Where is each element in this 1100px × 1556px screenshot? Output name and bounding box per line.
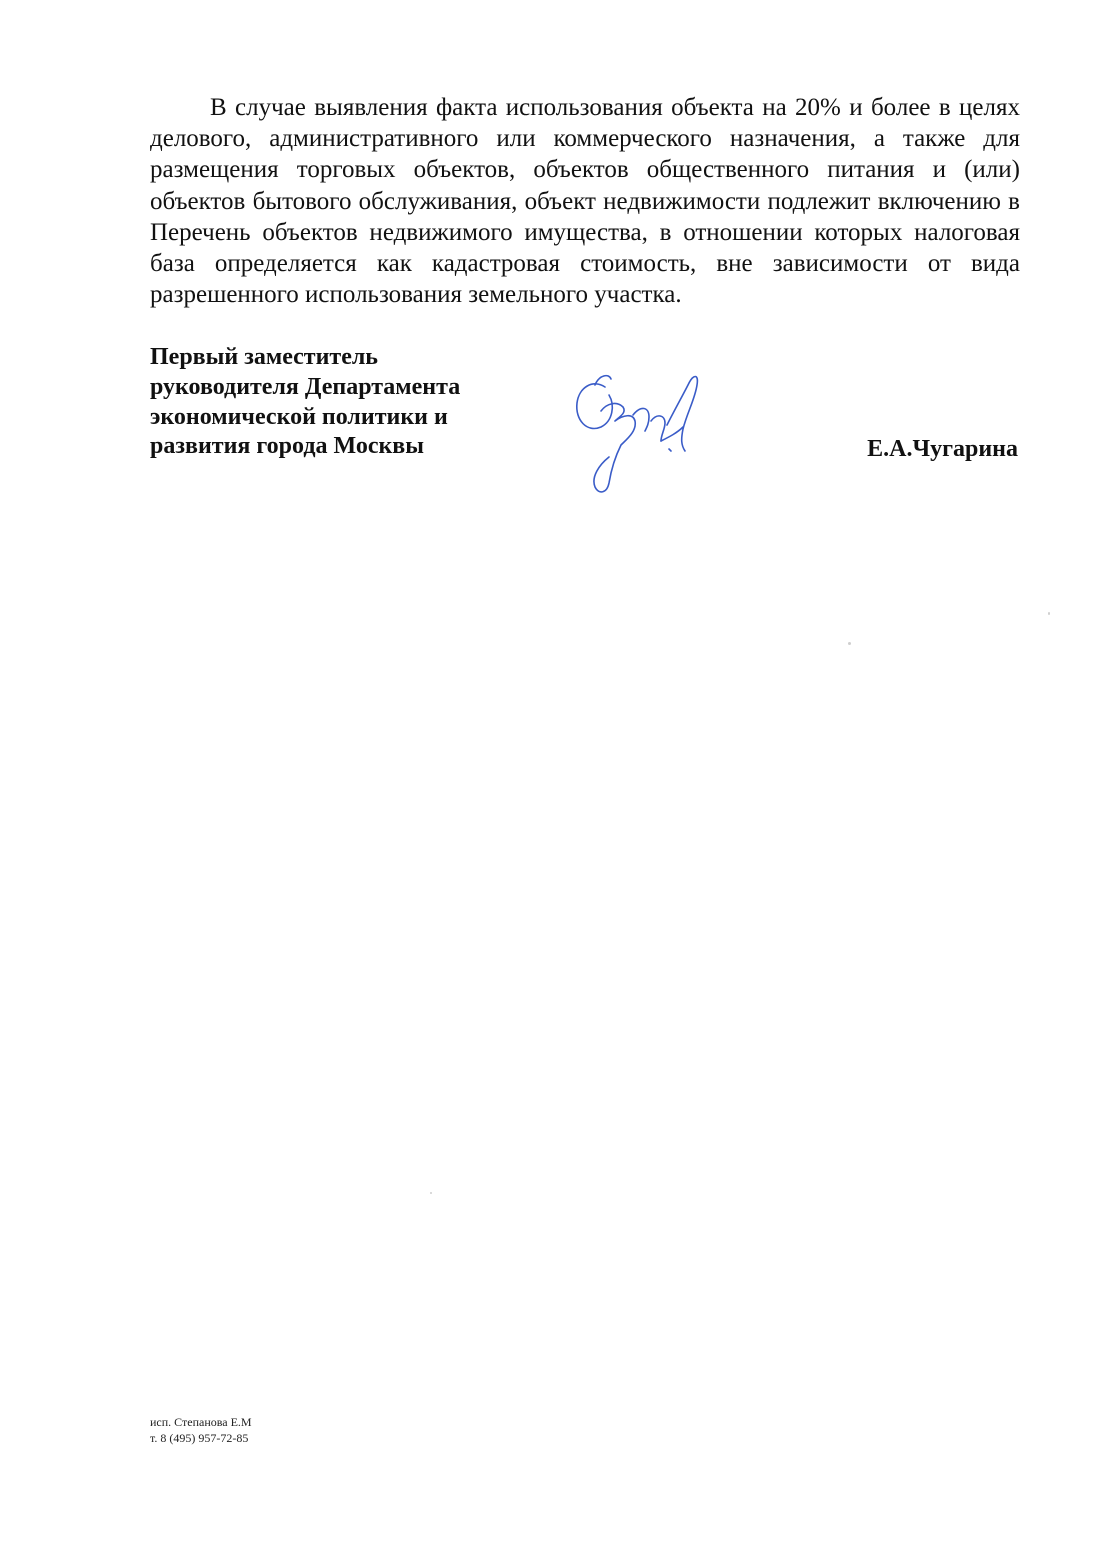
signer-title-line: руководителя Департамента [150,373,461,400]
executor-info [150,1414,252,1446]
scan-speck [848,642,851,645]
signer-title-line: Первый заместитель [150,344,378,370]
signer-title-line: развития города Москвы [150,433,424,460]
signer-title-line: экономической политики и [150,403,448,430]
scan-speck [1048,612,1050,615]
body-paragraph: В случае выявления факта использования объекта на 20% и более в целях делового, административного или коммерческого назначения, а также для размещения торговых объектов, объектов общественного питания и (или) объектов бытового обслуживания, объект недвижимости подлежит включению в Перечень объектов недвижимого имущества, в отношении которых налоговая база определяется как кадастровая стоимость, вне зависимости от вида разрешенного использования земельного участка. [150,94,1020,309]
executor-phone: т. 8 (495) 957-72-85 [150,1431,249,1445]
signer-name: Е.А.Чугарина [867,436,1018,462]
scan-speck [430,1192,432,1194]
signer-title [150,343,570,462]
executor-name: исп. Степанова Е.М [150,1415,252,1429]
handwritten-signature [565,365,710,500]
